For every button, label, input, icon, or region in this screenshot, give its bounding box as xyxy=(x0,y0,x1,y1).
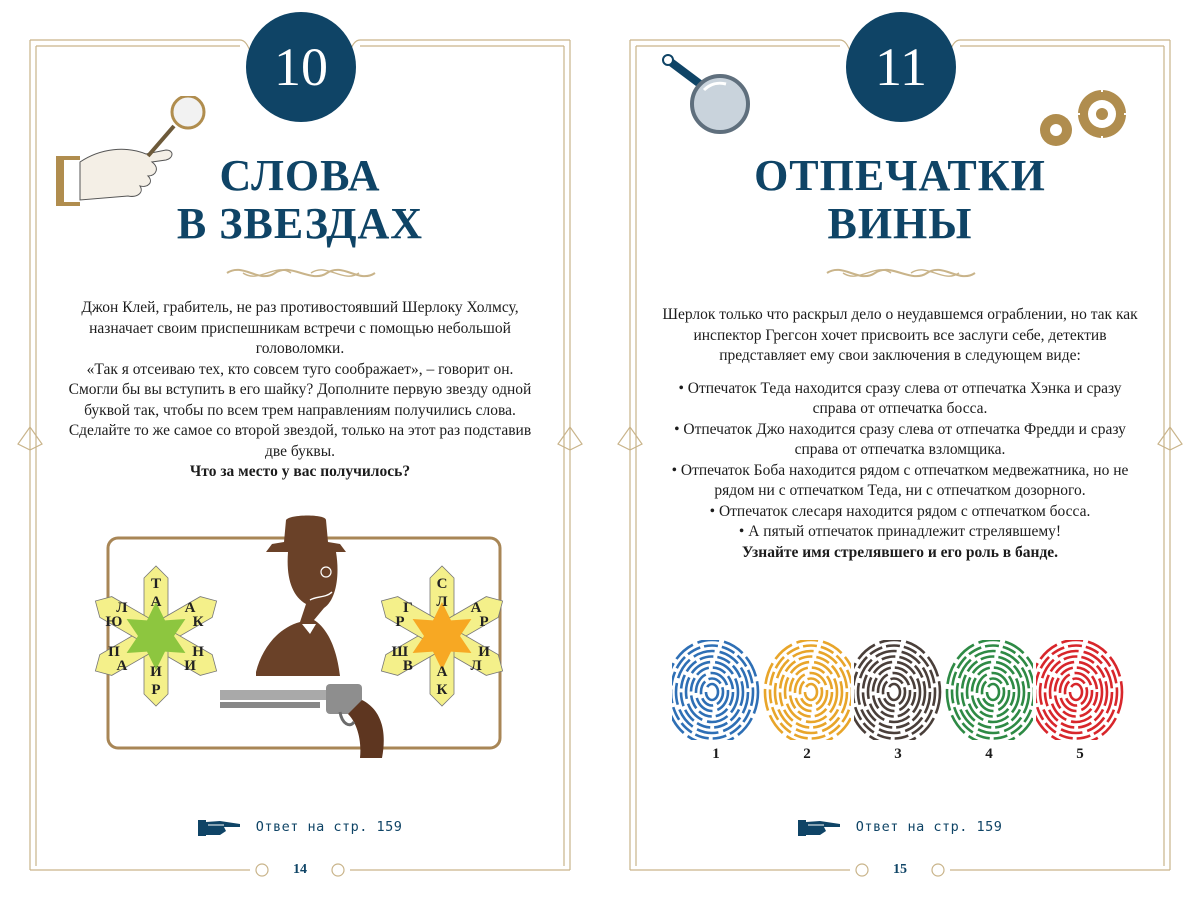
clue-item: • Отпечаток слесаря находится рядом с отпечатком босса. xyxy=(660,502,1140,523)
star-letter: И xyxy=(478,644,490,661)
star-letter: Ю xyxy=(105,613,123,630)
fingerprint-4 xyxy=(945,640,1033,740)
fingerprint-label: 2 xyxy=(803,746,811,762)
star-letter: И xyxy=(150,664,162,680)
answer-text: Ответ на стр. 159 xyxy=(855,819,1003,835)
right-page xyxy=(600,0,1200,900)
answer-text: Ответ на стр. 159 xyxy=(255,819,403,835)
fingerprint-label: 3 xyxy=(894,746,902,762)
clue-item: • Отпечаток Теда находится сразу слева от отпечатка Хэнка и сразу справа от отпечатка босса. xyxy=(660,379,1140,420)
fingerprint-icon xyxy=(763,640,851,740)
fingerprint-3 xyxy=(854,640,942,740)
answer-reference xyxy=(0,817,600,837)
answer-reference xyxy=(600,817,1200,837)
star-letter: К xyxy=(436,682,448,698)
ornament-divider xyxy=(823,262,979,284)
fingerprint-icon xyxy=(672,640,760,740)
star-letter: П xyxy=(108,644,120,661)
star-letter: Г xyxy=(403,600,413,617)
fingerprint-icon xyxy=(1036,640,1124,740)
pointing-hand-icon xyxy=(198,817,242,837)
fingerprint-row xyxy=(672,640,1132,770)
magnifying-glass-icon xyxy=(660,50,760,140)
fingerprint-5 xyxy=(1036,640,1124,740)
star-letter: В xyxy=(402,657,413,674)
puzzle-question: Что за место у вас получилось? xyxy=(189,463,411,480)
intro-paragraph: Шерлок только что раскрыл дело о неудавшемся ограблении, но так как инспектор Грегсон хочет присвоить все заслуги себе, детектив представляет ему свои заключения в следующем виде: xyxy=(662,306,1138,364)
word-stars-illustration xyxy=(78,512,530,762)
clue-item: • Отпечаток Джо находится сразу слева от отпечатка Фредди и сразу справа от отпечатка взломщика. xyxy=(660,420,1140,461)
star-letter: Т xyxy=(150,576,162,592)
star-letter: А xyxy=(150,594,162,610)
fingerprint-label: 4 xyxy=(985,746,993,762)
page-number: 15 xyxy=(893,862,907,877)
page-title xyxy=(60,152,540,248)
puzzle-number-badge: 10 xyxy=(246,12,356,122)
title-line-1: СЛОВА xyxy=(219,151,381,200)
fingerprint-icon xyxy=(945,640,1033,740)
star-letter: А xyxy=(436,664,448,680)
gears-icon xyxy=(1036,84,1132,156)
ornament-divider xyxy=(223,262,379,284)
fingerprint-2 xyxy=(763,640,851,740)
pointing-hand-icon xyxy=(798,817,842,837)
puzzle-description xyxy=(60,298,540,483)
star-letter: А xyxy=(184,600,196,617)
page-number: 14 xyxy=(293,862,307,877)
title-line-1: ОТПЕЧАТКИ xyxy=(754,151,1046,200)
star-letter: А xyxy=(116,657,128,674)
fingerprint-icon xyxy=(854,640,942,740)
star-letter: С xyxy=(436,576,448,592)
puzzle-description xyxy=(660,305,1140,563)
star-letter: Р xyxy=(479,613,489,630)
fingerprint-label: 5 xyxy=(1076,746,1084,762)
clue-item: • А пятый отпечаток принадлежит стрелявшему! xyxy=(660,522,1140,543)
star-letter: Л xyxy=(470,657,482,674)
fingerprint-1 xyxy=(672,640,760,740)
star-letter: Л xyxy=(116,600,128,617)
star-letter: Р xyxy=(395,613,405,630)
puzzle-question: Узнайте имя стрелявшего и его роль в банде. xyxy=(741,543,1059,561)
star-letter: И xyxy=(184,657,196,674)
star-letter: А xyxy=(470,600,482,617)
puzzle-number-badge: 11 xyxy=(846,12,956,122)
fingerprint-label: 1 xyxy=(712,746,720,762)
star-letter: К xyxy=(192,613,204,630)
paragraph: «Так я отсеиваю тех, кто совсем туго соображает», – говорит он. Смогли бы вы вступить в его шайку? Дополните первую звезду одной буквой так, чтобы по всем трем направлениям получились слова. Сделайте то же самое со второй звездой, только на этот раз подставив две буквы. xyxy=(68,360,532,460)
title-line-2: В ЗВЕЗДАХ xyxy=(176,199,424,248)
star-letter: Н xyxy=(192,644,204,661)
star-letter: Р xyxy=(151,682,161,698)
page-title xyxy=(660,152,1140,248)
paragraph: Джон Клей, грабитель, не раз противостоявший Шерлоку Холмсу, назначает своим приспешникам встречи с помощью небольшой головоломки. xyxy=(81,299,519,357)
star-letter: Ш xyxy=(391,644,409,661)
title-line-2: ВИНЫ xyxy=(827,199,973,248)
star-letter: Л xyxy=(436,594,448,610)
clue-list xyxy=(660,379,1140,543)
clue-item: • Отпечаток Боба находится рядом с отпечатком медвежатника, но не рядом ни с отпечатком Теда, ни с отпечатком дозорного. xyxy=(660,461,1140,502)
